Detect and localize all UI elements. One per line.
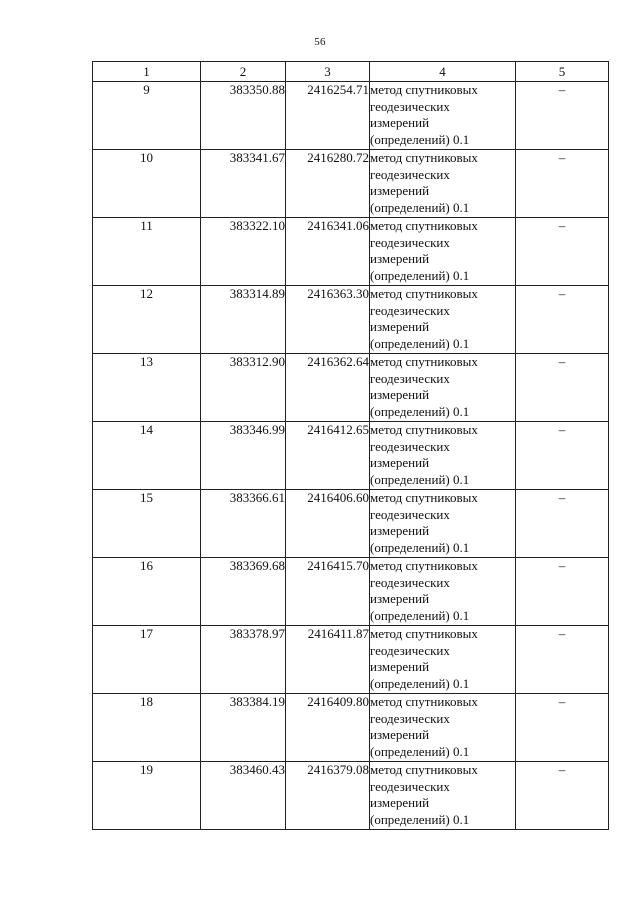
column-5-value: –	[516, 82, 609, 150]
table-body	[93, 82, 609, 830]
method-line: (определений) 0.1	[370, 743, 470, 759]
method-line: метод спутниковых	[370, 694, 478, 709]
column-5-value: –	[516, 218, 609, 286]
method-line: метод спутниковых	[370, 82, 478, 97]
method-description	[370, 150, 516, 218]
point-number: 9	[93, 82, 201, 150]
method-line: (определений) 0.1	[370, 335, 470, 351]
method-line: измерений	[370, 795, 430, 810]
method-line: (определений) 0.1	[370, 675, 470, 691]
header-cell-5: 5	[516, 62, 609, 82]
column-5-value: –	[516, 490, 609, 558]
coordinate-y: 2416412.65	[286, 422, 370, 490]
coordinate-y: 2416406.60	[286, 490, 370, 558]
table-row	[93, 354, 609, 422]
method-line: геодезических	[370, 506, 450, 522]
method-line: метод спутниковых	[370, 490, 478, 505]
coordinate-y: 2416362.64	[286, 354, 370, 422]
method-line: метод спутниковых	[370, 150, 478, 165]
column-5-value: –	[516, 286, 609, 354]
column-5-value: –	[516, 422, 609, 490]
method-description	[370, 286, 516, 354]
coordinate-x: 383378.97	[201, 626, 286, 694]
method-line: метод спутниковых	[370, 626, 478, 641]
method-line: (определений) 0.1	[370, 267, 470, 283]
method-line: измерений	[370, 523, 430, 538]
method-line: геодезических	[370, 302, 450, 318]
method-description	[370, 762, 516, 830]
header-cell-4: 4	[370, 62, 516, 82]
header-row	[93, 62, 609, 82]
method-line: геодезических	[370, 370, 450, 386]
coordinate-x: 383369.68	[201, 558, 286, 626]
coordinate-y: 2416415.70	[286, 558, 370, 626]
method-line: метод спутниковых	[370, 354, 478, 369]
method-line: метод спутниковых	[370, 286, 478, 301]
method-line: измерений	[370, 727, 430, 742]
method-line: метод спутниковых	[370, 218, 478, 233]
method-line: измерений	[370, 591, 430, 606]
method-line: геодезических	[370, 642, 450, 658]
method-description	[370, 354, 516, 422]
column-5-value: –	[516, 354, 609, 422]
table-row	[93, 218, 609, 286]
header-cell-1: 1	[93, 62, 201, 82]
coordinate-x: 383366.61	[201, 490, 286, 558]
point-number: 10	[93, 150, 201, 218]
point-number: 17	[93, 626, 201, 694]
method-line: геодезических	[370, 234, 450, 250]
method-line: (определений) 0.1	[370, 199, 470, 215]
coordinate-x: 383460.43	[201, 762, 286, 830]
table-row	[93, 422, 609, 490]
coordinate-x: 383346.99	[201, 422, 286, 490]
coordinate-y: 2416341.06	[286, 218, 370, 286]
table-row	[93, 626, 609, 694]
coordinates-table	[92, 61, 609, 830]
method-line: геодезических	[370, 710, 450, 726]
coordinate-y: 2416411.87	[286, 626, 370, 694]
method-line: геодезических	[370, 574, 450, 590]
method-description	[370, 490, 516, 558]
column-5-value: –	[516, 626, 609, 694]
method-line: измерений	[370, 251, 430, 266]
method-line: (определений) 0.1	[370, 403, 470, 419]
method-line: метод спутниковых	[370, 558, 478, 573]
method-line: измерений	[370, 659, 430, 674]
table-row	[93, 694, 609, 762]
method-line: метод спутниковых	[370, 422, 478, 437]
table-row	[93, 558, 609, 626]
coordinate-y: 2416280.72	[286, 150, 370, 218]
method-line: измерений	[370, 183, 430, 198]
coordinate-y: 2416363.30	[286, 286, 370, 354]
page-number: 56	[314, 36, 326, 48]
method-description	[370, 694, 516, 762]
method-description	[370, 558, 516, 626]
header-cell-2: 2	[201, 62, 286, 82]
coordinate-y: 2416379.08	[286, 762, 370, 830]
point-number: 18	[93, 694, 201, 762]
method-line: (определений) 0.1	[370, 471, 470, 487]
method-line: геодезических	[370, 98, 450, 114]
point-number: 13	[93, 354, 201, 422]
method-line: измерений	[370, 319, 430, 334]
point-number: 12	[93, 286, 201, 354]
method-line: геодезических	[370, 778, 450, 794]
coordinate-x: 383384.19	[201, 694, 286, 762]
column-5-value: –	[516, 694, 609, 762]
coordinate-x: 383341.67	[201, 150, 286, 218]
method-line: (определений) 0.1	[370, 811, 470, 827]
coordinate-x: 383312.90	[201, 354, 286, 422]
coordinate-x: 383314.89	[201, 286, 286, 354]
point-number: 19	[93, 762, 201, 830]
point-number: 15	[93, 490, 201, 558]
method-line: измерений	[370, 455, 430, 470]
method-description	[370, 82, 516, 150]
method-line: (определений) 0.1	[370, 607, 470, 623]
coordinate-x: 383350.88	[201, 82, 286, 150]
method-description	[370, 218, 516, 286]
point-number: 16	[93, 558, 201, 626]
method-description	[370, 422, 516, 490]
table-row	[93, 490, 609, 558]
method-description	[370, 626, 516, 694]
point-number: 11	[93, 218, 201, 286]
coordinate-y: 2416254.71	[286, 82, 370, 150]
method-line: геодезических	[370, 166, 450, 182]
column-5-value: –	[516, 762, 609, 830]
point-number: 14	[93, 422, 201, 490]
header-cell-3: 3	[286, 62, 370, 82]
coordinate-y: 2416409.80	[286, 694, 370, 762]
table-row	[93, 82, 609, 150]
table-row	[93, 286, 609, 354]
table-row	[93, 150, 609, 218]
column-5-value: –	[516, 150, 609, 218]
method-line: измерений	[370, 387, 430, 402]
method-line: измерений	[370, 115, 430, 130]
table-header	[93, 62, 609, 82]
method-line: (определений) 0.1	[370, 131, 470, 147]
coordinate-x: 383322.10	[201, 218, 286, 286]
column-5-value: –	[516, 558, 609, 626]
method-line: геодезических	[370, 438, 450, 454]
table-row	[93, 762, 609, 830]
method-line: (определений) 0.1	[370, 539, 470, 555]
method-line: метод спутниковых	[370, 762, 478, 777]
